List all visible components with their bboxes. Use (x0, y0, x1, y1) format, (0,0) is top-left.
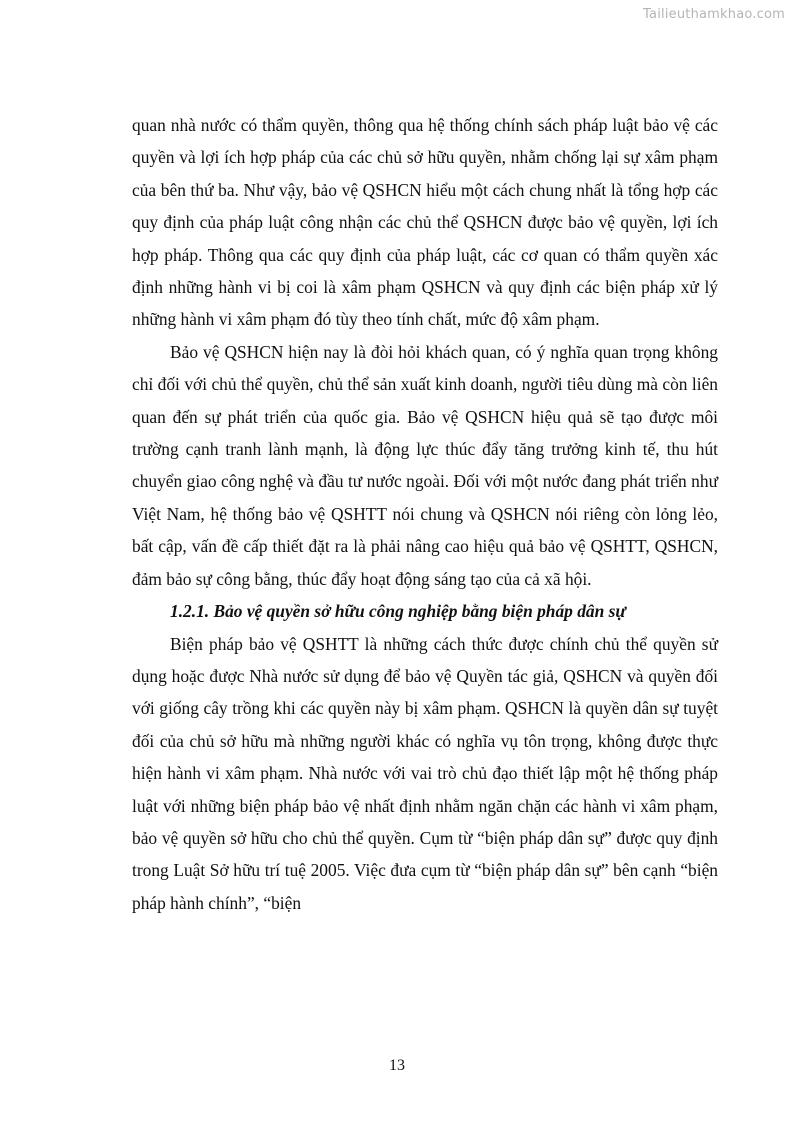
document-body (132, 109, 718, 919)
watermark: Tailieuthamkhao.com (643, 7, 785, 22)
paragraph: Bảo vệ QSHCN hiện nay là đòi hỏi khách quan, có ý nghĩa quan trọng không chỉ đối với chủ thể quyền, chủ thể sản xuất kinh doanh, người tiêu dùng mà còn liên quan đến sự phát triển của quốc gia. Bảo vệ QSHCN hiệu quả sẽ tạo được môi trường cạnh tranh lành mạnh, là động lực thúc đẩy tăng trưởng kinh tế, thu hút chuyển giao công nghệ và đầu tư nước ngoài. Đối với một nước đang phát triển như Việt Nam, hệ thống bảo vệ QSHTT nói chung và QSHCN nói riêng còn lỏng lẻo, bất cập, vấn đề cấp thiết đặt ra là phải nâng cao hiệu quả bảo vệ QSHTT, QSHCN, đảm bảo sự công bằng, thúc đẩy hoạt động sáng tạo của cả xã hội. (132, 341, 718, 589)
section-heading: 1.2.1. Bảo vệ quyền sở hữu công nghiệp bằng biện pháp dân sự (170, 601, 626, 622)
page-number: 13 (389, 1057, 405, 1074)
paragraph-continuation: quan nhà nước có thẩm quyền, thông qua hệ thống chính sách pháp luật bảo vệ các quyền và lợi ích hợp pháp của các chủ sở hữu quyền, nhằm chống lại sự xâm phạm của bên thứ ba. Như vậy, bảo vệ QSHCN hiểu một cách chung nhất là tổng hợp các quy định của pháp luật công nhận các chủ thể QSHCN được bảo vệ quyền, lợi ích hợp pháp. Thông qua các quy định của pháp luật, các cơ quan có thẩm quyền xác định những hành vi bị coi là xâm phạm QSHCN và quy định các biện pháp xử lý những hành vi xâm phạm đó tùy theo tính chất, mức độ xâm phạm. (132, 115, 718, 330)
paragraph: Biện pháp bảo vệ QSHTT là những cách thức được chính chủ thể quyền sử dụng hoặc được Nhà nước sử dụng để bảo vệ Quyền tác giả, QSHCN và quyền đối với giống cây trồng khi các quyền này bị xâm phạm. QSHCN là quyền dân sự tuyệt đối của chủ sở hữu mà những người khác có nghĩa vụ tôn trọng, không được thực hiện hành vi xâm phạm. Nhà nước với vai trò chủ đạo thiết lập một hệ thống pháp luật với những biện pháp bảo vệ nhất định nhằm ngăn chặn các hành vi xâm phạm, bảo vệ quyền sở hữu cho chủ thể quyền. Cụm từ “biện pháp dân sự” được quy định trong Luật Sở hữu trí tuệ 2005. Việc đưa cụm từ “biện pháp dân sự” bên cạnh “biện pháp hành chính”, “biện (132, 633, 718, 913)
